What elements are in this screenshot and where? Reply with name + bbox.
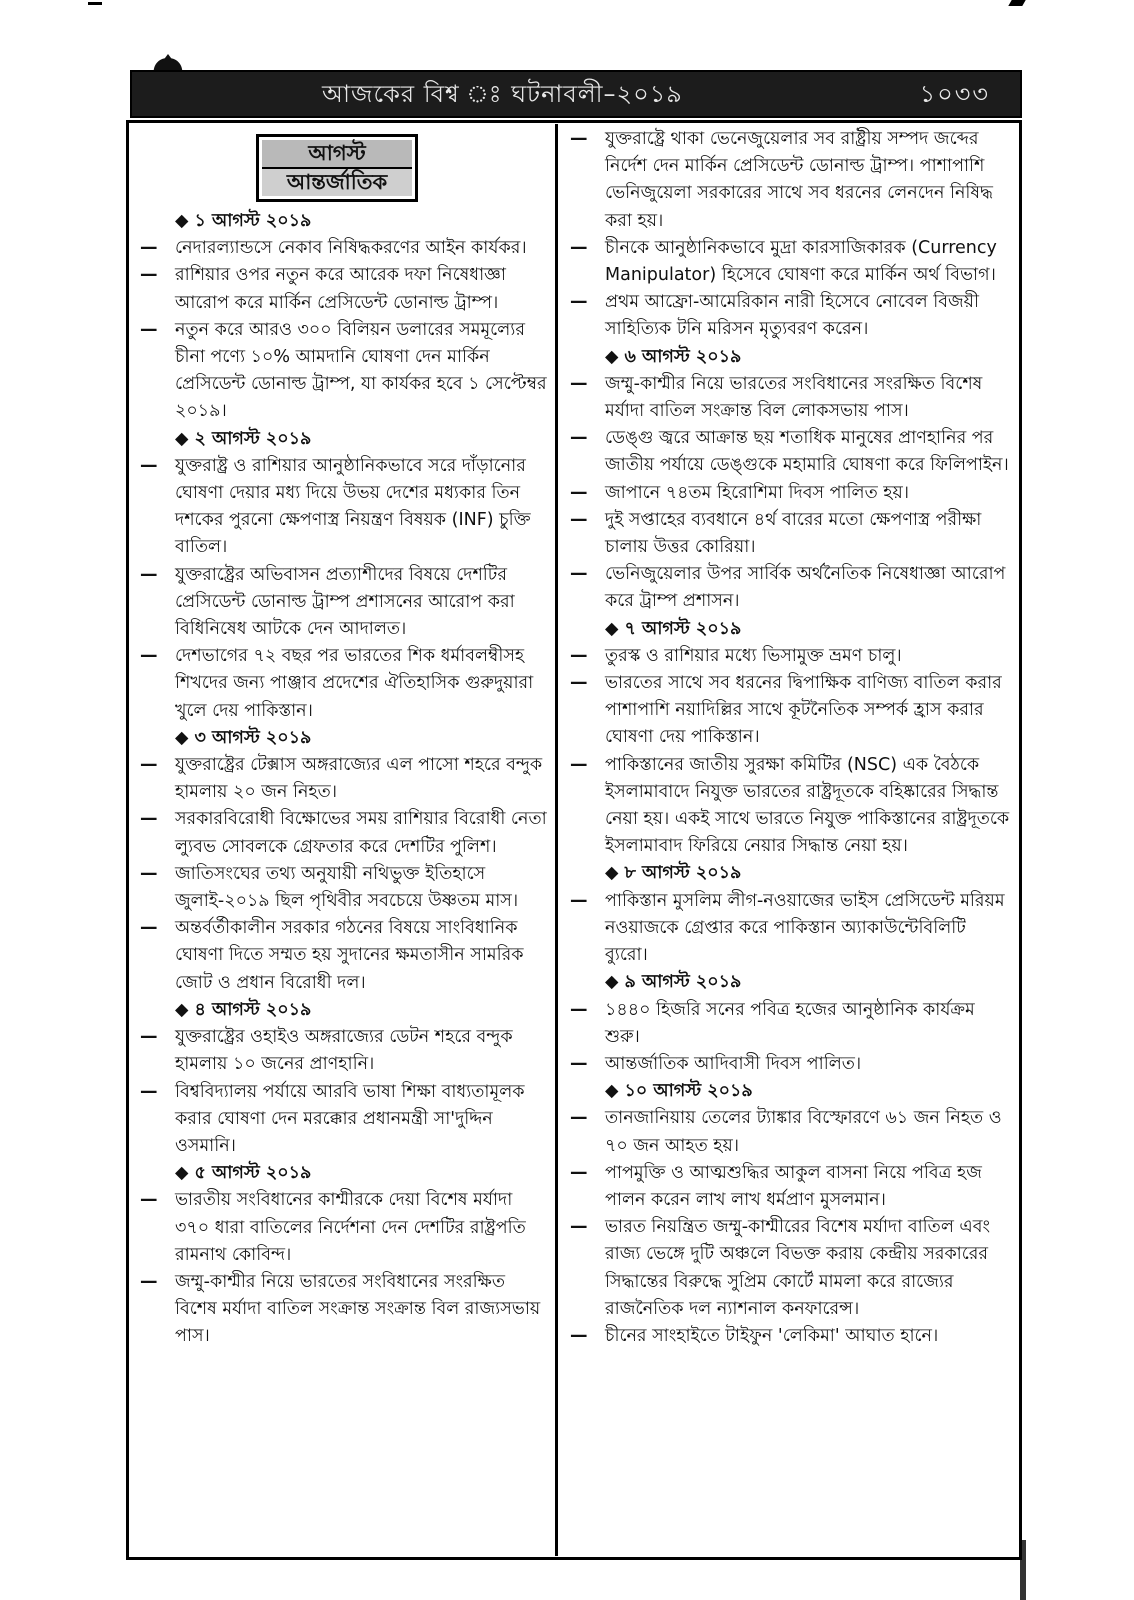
news-entry: — চীনের সাংহাইতে টাইফুন 'লেকিমা' আঘাত হানে। [570,1325,939,1346]
news-entry: — যুক্তরাষ্ট্র ও রাশিয়ার আনুষ্ঠানিকভাবে সরে দাঁড়ানোর ঘোষণা দেয়ার মধ্য দিয়ে উভয় দেশের মধ্যকার তিন দশকের পুরনো ক্ষেপণাস্ত্র নিয়ন্ত্রণ বিষয়ক (INF) চুক্তি বাতিল। [140,455,531,558]
right-column [570,126,1010,1350]
date-heading: ◆ ৪ আগস্ট ২০১৯ [175,999,312,1020]
news-entry: — তুরস্ক ও রাশিয়ার মধ্যে ভিসামুক্ত ভ্রমণ চালু। [570,645,902,666]
news-entry: — ডেঙ্গু জ্বরে আক্রান্ত ছয় শতাধিক মানুষের প্রাণহানির পর জাতীয় পর্যায়ে ডেঙ্গুকে মহামারি ঘোষণা করে ফিলিপাইন। [570,428,1009,476]
date-heading: ◆ ৩ আগস্ট ২০১৯ [175,727,312,748]
news-entry: — জাতিসংঘের তথ্য অনুযায়ী নথিভুক্ত ইতিহাসে জুলাই-২০১৯ ছিল পৃথিবীর সবচেয়ে উষ্ণতম মাস। [140,863,519,912]
news-entry: — ভেনিজুয়েলার উপর সার্বিক অর্থনৈতিক নিষেধাজ্ঞা আরোপ করে ট্রাম্প প্রশাসন। [570,564,1006,612]
header-title: আজকের বিশ্ব ঃ ঘটনাবলী–২০১৯ [322,80,683,108]
date-heading: ◆ ১০ আগস্ট ২০১৯ [605,1081,753,1102]
date-heading: ◆ ২ আগস্ট ২০১৯ [175,428,312,449]
scan-mark [1008,0,1025,6]
news-entry: — আন্তর্জাতিক আদিবাসী দিবস পালিত। [570,1053,862,1074]
news-entry: — জাপানে ৭৪তম হিরোশিমা দিবস পালিত হয়। [570,482,910,503]
news-entry: — পাকিস্তানের জাতীয় সুরক্ষা কমিটির (NSC) এক বৈঠকে ইসলামাবাদে নিযুক্ত ভারতের রাষ্ট্রদূতকে বহিষ্কারের সিদ্ধান্ত নেয়া হয়। একই সাথে ভারতে নিযুক্ত পাকিস্তানের রাষ্ট্রদূতকে ইসলামাবাদ ফিরিয়ে নেয়ার সিদ্ধান্ত নেয়া হয়। [570,754,1010,857]
date-heading: ◆ ৬ আগস্ট ২০১৯ [605,346,742,367]
news-entry: — সরকারবিরোধী বিক্ষোভের সময় রাশিয়ার বিরোধী নেতা ল্যুবভ সোবলকে গ্রেফতার করে দেশটির পুলিশ। [140,809,547,857]
section-month: আগস্ট [262,140,412,169]
section-heading-box [256,134,418,202]
date-heading: ◆ ১ আগস্ট ২০১৯ [175,211,312,231]
news-entry: — ভারত নিয়ন্ত্রিত জম্মু-কাশ্মীরের বিশেষ মর্যাদা বাতিল এবং রাজ্য ভেঙ্গে দুটি অঞ্চলে বিভক্ত করায় কেন্দ্রীয় সরকারের সিদ্ধান্তের বিরুদ্ধে সুপ্রিম কোর্টে মামলা করে রাজ্যের রাজনৈতিক দল ন্যাশনাল কনফারেন্স। [570,1217,991,1319]
news-entry: — যুক্তরাষ্ট্রের ওহাইও অঙ্গরাজ্যের ডেটন শহরে বন্দুক হামলায় ১০ জনের প্রাণহানি। [140,1027,513,1075]
news-entry: — রাশিয়ার ওপর নতুন করে আরেক দফা নিষেধাজ্ঞা আরোপ করে মার্কিন প্রেসিডেন্ট ডোনাল্ড ট্রাম্প। [140,265,506,313]
news-entry: — পাকিস্তান মুসলিম লীগ-নওয়াজের ভাইস প্রেসিডেন্ট মরিয়ম নওয়াজকে গ্রেপ্তার করে পাকিস্তান অ্যাকাউন্টেবিলিটি ব্যুরো। [570,890,1005,966]
news-entry: — নতুন করে আরও ৩০০ বিলিয়ন ডলারের সমমূল্যের চীনা পণ্যে ১০% আমদানি ঘোষণা দেন মার্কিন প্রেসিডেন্ট ডোনাল্ড ট্রাম্প, যা কার্যকর হবে ১ সেপ্টেম্বর ২০১৯। [140,319,547,422]
date-heading: ◆ ৫ আগস্ট ২০১৯ [175,1163,312,1184]
news-entry: — যুক্তরাষ্ট্রের টেক্সাস অঙ্গরাজ্যের এল পাসো শহরে বন্দুক হামলায় ২০ জন নিহত। [140,755,543,803]
date-heading: ◆ ৯ আগস্ট ২০১৯ [605,972,742,993]
news-entry: — ভারতীয় সংবিধানের কাশ্মীরকে দেয়া বিশেষ মর্যাদা ৩৭০ ধারা বাতিলের নির্দেশনা দেন দেশটির রাষ্ট্রপতি রামনাথ কোবিন্দ। [140,1190,526,1265]
news-entry: — যুক্তরাষ্ট্রের অভিবাসন প্রত্যাশীদের বিষয়ে দেশটির প্রেসিডেন্ট ডোনাল্ড ট্রাম্প প্রশাসনের আরোপ করা বিধিনিষেধ আটকে দেন আদালত। [140,564,515,640]
section-category: আন্তর্জাতিক [262,169,412,196]
news-entry: — নেদারল্যান্ডসে নেকাব নিষিদ্ধকরণের আইন কার্যকর। [140,238,527,259]
news-entry: — ভারতের সাথে সব ধরনের দ্বিপাক্ষিক বাণিজ্য বাতিল করার পাশাপাশি নয়াদিল্লির সাথে কূটনৈতিক সম্পর্ক হ্রাস করার ঘোষণা দেয় পাকিস্তান। [570,673,1002,748]
news-entry: — জম্মু-কাশ্মীর নিয়ে ভারতের সংবিধানের সংরক্ষিত বিশেষ মর্যাদা বাতিল সংক্রান্ত বিল লোকসভায় পাস। [570,373,983,422]
news-entry: — অন্তর্বর্তীকালীন সরকার গঠনের বিষয়ে সাংবিধানিক ঘোষণা দিতে সম্মত হয় সুদানের ক্ষমতাসীন সামরিক জোট ও প্রধান বিরোধী দল। [140,918,524,993]
news-entry: — যুক্তরাষ্ট্রে থাকা ভেনেজুয়েলার সব রাষ্ট্রীয় সম্পদ জব্দের নির্দেশ দেন মার্কিন প্রেসিডেন্ট ডোনাল্ড ট্রাম্প। পাশাপাশি ভেনিজুয়েলা সরকারের সাথে সব ধরনের লেনদেন নিষিদ্ধ করা হয়। [570,129,993,231]
news-entry: — দেশভাগের ৭২ বছর পর ভারতের শিক ধর্মাবলম্বীসহ শিখদের জন্য পাঞ্জাব প্রদেশের ঐতিহাসিক গুরুদুয়ারা খুলে দেয় পাকিস্তান। [140,646,534,721]
news-entry: — দুই সপ্তাহের ব্যবধানে ৪র্থ বারের মতো ক্ষেপণাস্ত্র পরীক্ষা চালায় উত্তর কোরিয়া। [570,509,982,558]
scan-mark [88,2,102,5]
news-entry: — চীনকে আনুষ্ঠানিকভাবে মুদ্রা কারসাজিকারক (Currency Manipulator) হিসেবে ঘোষণা করে মার্কিন অর্থ বিভাগ। [570,237,997,286]
news-entry: — বিশ্ববিদ্যালয় পর্যায়ে আরবি ভাষা শিক্ষা বাধ্যতামূলক করার ঘোষণা দেন মরক্কোর প্রধানমন্ত্রী সা'দুদ্দিন ওসমানি। [140,1081,525,1156]
date-heading: ◆ ৮ আগস্ট ২০১৯ [605,863,742,884]
news-entry: — ১৪৪০ হিজরি সনের পবিত্র হজের আনুষ্ঠানিক কার্যক্রম শুরু। [570,999,975,1047]
left-column [140,126,548,1351]
news-entry: — তানজানিয়ায় তেলের ট্যাঙ্কার বিস্ফোরণে ৬১ জন নিহত ও ৭০ জন আহত হয়। [570,1108,1002,1156]
column-divider [555,124,558,1556]
page-number: ১০৩৩ [919,80,990,108]
page-header-bar [130,70,1022,118]
date-heading: ◆ ৭ আগস্ট ২০১৯ [605,618,742,639]
news-entry: — প্রথম আফ্রো-আমেরিকান নারী হিসেবে নোবেল বিজয়ী সাহিত্যিক টনি মরিসন মৃত্যুবরণ করেন। [570,292,979,340]
news-entry: — পাপমুক্তি ও আত্মশুদ্ধির আকুল বাসনা নিয়ে পবিত্র হজ পালন করেন লাখ লাখ ধর্মপ্রাণ মুসলমান। [570,1162,982,1210]
news-entry: — জম্মু-কাশ্মীর নিয়ে ভারতের সংবিধানের সংরক্ষিত বিশেষ মর্যাদা বাতিল সংক্রান্ত সংক্রান্ত বিল রাজ্যসভায় পাস। [140,1271,541,1347]
